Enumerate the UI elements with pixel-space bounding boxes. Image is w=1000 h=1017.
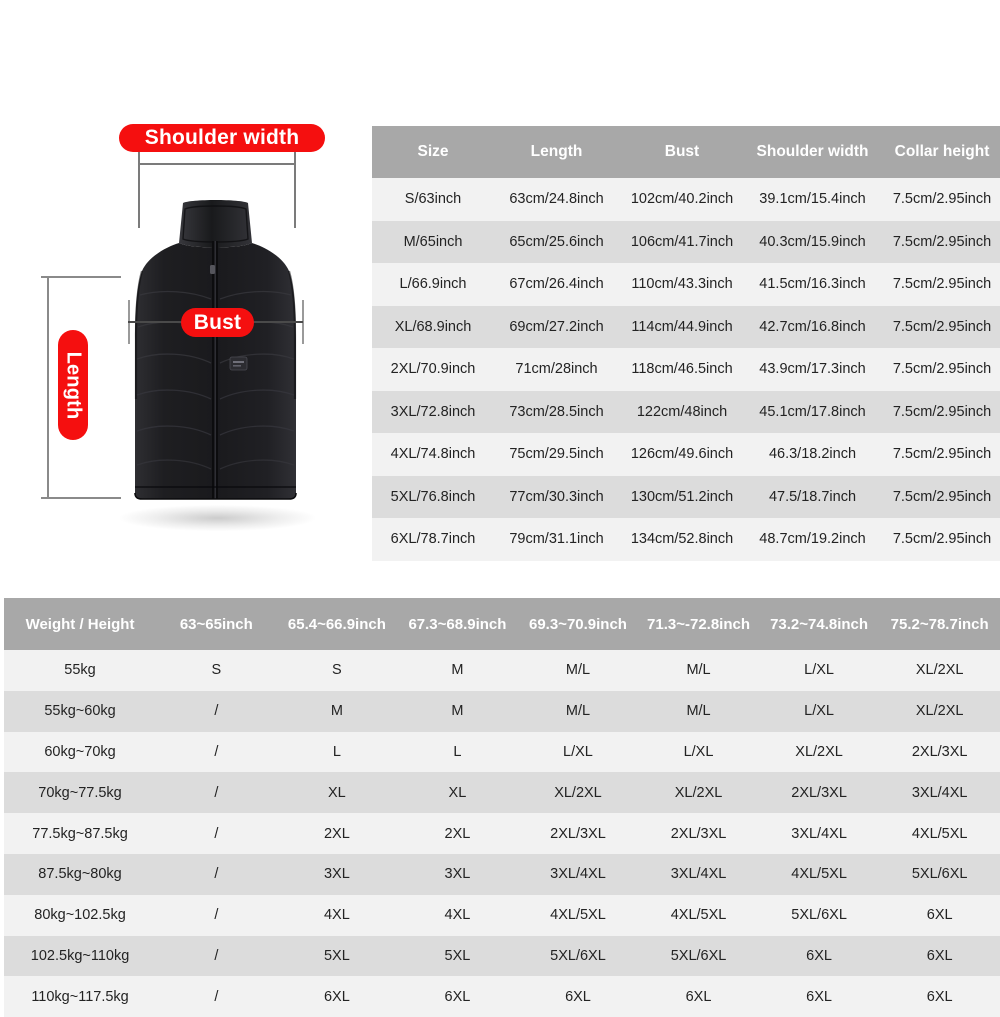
table-row [4,691,1000,732]
fit-column-header: 69.3~70.9inch [518,598,639,650]
size-cell: 7.5cm/2.95inch [892,233,992,250]
fit-cell: 4XL/5XL [791,866,847,883]
fit-cell: L/XL [563,743,593,760]
size-cell: 47.5/18.7inch [768,488,857,505]
size-cell: 114cm/44.9inch [631,318,733,335]
size-cell: 7.5cm/2.95inch [892,361,992,378]
fit-cell: L [332,743,341,760]
fit-cell: M [330,703,343,720]
table-row [4,936,1000,977]
fit-cell: L/XL [804,662,834,679]
size-table-header-row [372,126,1000,178]
fit-cell: 6XL [926,947,953,964]
table-row [4,854,1000,895]
size-row-label: 6XL/78.7inch [390,531,476,548]
fit-cell: M/L [565,662,591,679]
length-label [58,330,88,440]
table-row [372,391,1000,434]
fit-row-label: 102.5kg~110kg [30,947,130,964]
fit-cell: 6XL [806,988,832,1005]
fit-cell: L/XL [683,743,714,760]
size-row-label: XL/68.9inch [394,318,472,335]
fit-cell: M [451,662,464,679]
fit-cell: 3XL/4XL [670,866,727,883]
size-cell: 7.5cm/2.95inch [892,531,992,548]
fit-table-header-row [4,598,1000,650]
size-cell: 43.9cm/17.3inch [759,361,866,378]
fit-column-header: Weight / Height [4,598,156,650]
shoulder-width-label-text: Shoulder width [144,126,300,149]
length-label-text: Length [62,351,85,419]
table-row [4,895,1000,936]
fit-cell: 5XL/6XL [911,866,968,883]
table-row [372,221,1000,264]
fit-row-label: 87.5kg~80kg [38,866,122,883]
size-cell: 63cm/24.8inch [509,191,604,208]
size-row-label: 4XL/74.8inch [390,446,476,463]
table-row [4,650,1000,691]
shoulder-width-bracket-line [138,163,296,165]
fit-cell: 6XL [565,988,591,1005]
fit-cell: 3XL/4XL [791,825,847,842]
size-cell: 71cm/28inch [515,361,598,378]
length-guide-vertical [47,276,49,499]
fit-cell: 4XL/5XL [670,907,727,924]
fit-cell: 4XL/5XL [550,907,606,924]
fit-column-header: 75.2~78.7inch [879,598,1000,650]
fit-cell: 5XL/6XL [670,947,727,964]
fit-column-header: 63~65inch [156,598,277,650]
fit-cell: / [214,825,219,842]
size-row-label: S/63inch [404,191,462,208]
size-cell: 79cm/31.1inch [509,531,604,548]
fit-row-label: 70kg~77.5kg [38,784,122,801]
size-cell: 102cm/40.2inch [630,191,734,208]
fit-cell: / [214,947,219,964]
size-column-header: Size [372,126,494,178]
fit-cell: 4XL [444,907,471,924]
vest-image [128,199,303,509]
table-row [372,263,1000,306]
size-cell: 46.3/18.2inch [768,446,857,463]
fit-cell: M [451,703,464,720]
table-row [4,772,1000,813]
fit-cell: 5XL [444,947,471,964]
fit-cell: / [214,866,219,883]
fit-cell: 3XL [323,866,350,883]
size-column-header: Length [494,126,619,178]
size-cell: 7.5cm/2.95inch [892,276,992,293]
size-dimensions-table [372,126,1000,561]
size-cell: 73cm/28.5inch [509,403,604,420]
size-cell: 45.1cm/17.8inch [759,403,866,420]
size-cell: 48.7cm/19.2inch [759,531,866,548]
size-cell: 69cm/27.2inch [509,318,604,335]
fit-cell: 5XL/6XL [791,907,847,924]
size-cell: 41.5cm/16.3inch [759,276,866,293]
fit-cell: / [214,703,219,720]
table-row [4,732,1000,773]
size-cell: 122cm/48inch [636,403,728,420]
fit-row-label: 55kg~60kg [44,703,116,720]
fit-cell: 4XL [323,907,350,924]
table-row [372,433,1000,476]
size-cell: 7.5cm/2.95inch [892,488,992,505]
length-guide-bottom [41,497,121,499]
size-column-header: Shoulder width [745,126,880,178]
size-cell: 106cm/41.7inch [630,233,734,250]
fit-cell: 5XL [323,947,350,964]
vest-drop-shadow [120,505,315,531]
fit-cell: 2XL [444,825,471,842]
fit-cell: XL/2XL [915,662,964,679]
table-row [4,976,1000,1017]
fit-cell: / [214,907,219,924]
size-cell: 7.5cm/2.95inch [892,446,992,463]
fit-cell: / [214,743,219,760]
size-row-label: 3XL/72.8inch [390,403,476,420]
size-cell: 75cm/29.5inch [509,446,604,463]
fit-column-header: 65.4~66.9inch [277,598,398,650]
fit-cell: 6XL [323,988,350,1005]
fit-cell: S [332,662,342,679]
size-cell: 42.7cm/16.8inch [759,318,866,335]
size-cell: 77cm/30.3inch [509,488,604,505]
fit-cell: M/L [686,703,711,720]
size-cell: 7.5cm/2.95inch [892,318,992,335]
fit-cell: L [453,743,462,760]
size-cell: 65cm/25.6inch [509,233,604,250]
fit-cell: XL/2XL [674,784,723,801]
size-cell: 126cm/49.6inch [630,446,734,463]
fit-cell: 6XL [444,988,471,1005]
fit-cell: XL/2XL [915,703,964,720]
fit-cell: XL [328,784,346,801]
size-cell: 67cm/26.4inch [509,276,604,293]
bust-label-text: Bust [193,310,242,334]
table-row [372,476,1000,519]
table-row [372,178,1000,221]
vest-measurement-illustration [0,0,370,575]
fit-cell: XL/2XL [795,743,843,760]
fit-cell: / [214,784,219,801]
table-row [372,518,1000,561]
fit-cell: M/L [686,662,711,679]
size-row-label: L/66.9inch [399,276,467,293]
size-cell: 7.5cm/2.95inch [892,191,992,208]
size-column-header: Bust [619,126,745,178]
fit-column-header: 73.2~74.8inch [759,598,880,650]
size-cell: 40.3cm/15.9inch [759,233,866,250]
size-column-header: Collar height [880,126,1000,178]
size-cell: 110cm/43.3inch [631,276,733,293]
fit-cell: / [214,988,219,1005]
weight-height-fit-table [4,598,1000,1017]
fit-column-header: 71.3~-72.8inch [638,598,759,650]
fit-cell: 5XL/6XL [550,947,606,964]
size-row-label: M/65inch [403,233,463,250]
fit-row-label: 110kg~117.5kg [31,988,129,1005]
fit-cell: 6XL [685,988,712,1005]
fit-row-label: 77.5kg~87.5kg [32,825,128,842]
table-row [4,813,1000,854]
fit-row-label: 80kg~102.5kg [34,907,126,924]
fit-cell: 2XL/3XL [550,825,606,842]
table-row [372,306,1000,349]
length-guide-top [41,276,121,278]
fit-cell: 6XL [926,907,953,924]
fit-cell: 3XL [444,866,471,883]
size-cell: 134cm/52.8inch [630,531,734,548]
size-row-label: 5XL/76.8inch [390,488,476,505]
fit-cell: M/L [565,703,591,720]
fit-cell: 3XL/4XL [550,866,606,883]
fit-cell: 2XL/3XL [911,743,968,760]
fit-cell: 6XL [926,988,953,1005]
size-cell: 130cm/51.2inch [630,488,734,505]
fit-cell: L/XL [804,703,834,720]
size-row-label: 2XL/70.9inch [390,361,476,378]
fit-row-label: 55kg [64,662,96,679]
bust-label [181,308,254,337]
shoulder-width-label [119,124,325,152]
fit-cell: XL/2XL [554,784,602,801]
size-cell: 39.1cm/15.4inch [759,191,866,208]
size-cell: 118cm/46.5inch [631,361,733,378]
fit-cell: S [211,662,222,679]
fit-cell: 6XL [806,947,832,964]
fit-column-header: 67.3~68.9inch [397,598,518,650]
fit-cell: 2XL/3XL [670,825,727,842]
size-cell: 7.5cm/2.95inch [892,403,992,420]
fit-cell: XL [448,784,467,801]
fit-row-label: 60kg~70kg [44,743,116,760]
fit-cell: 2XL/3XL [791,784,847,801]
fit-cell: 3XL/4XL [911,784,968,801]
fit-cell: 4XL/5XL [911,825,968,842]
fit-cell: 2XL [323,825,350,842]
table-row [372,348,1000,391]
